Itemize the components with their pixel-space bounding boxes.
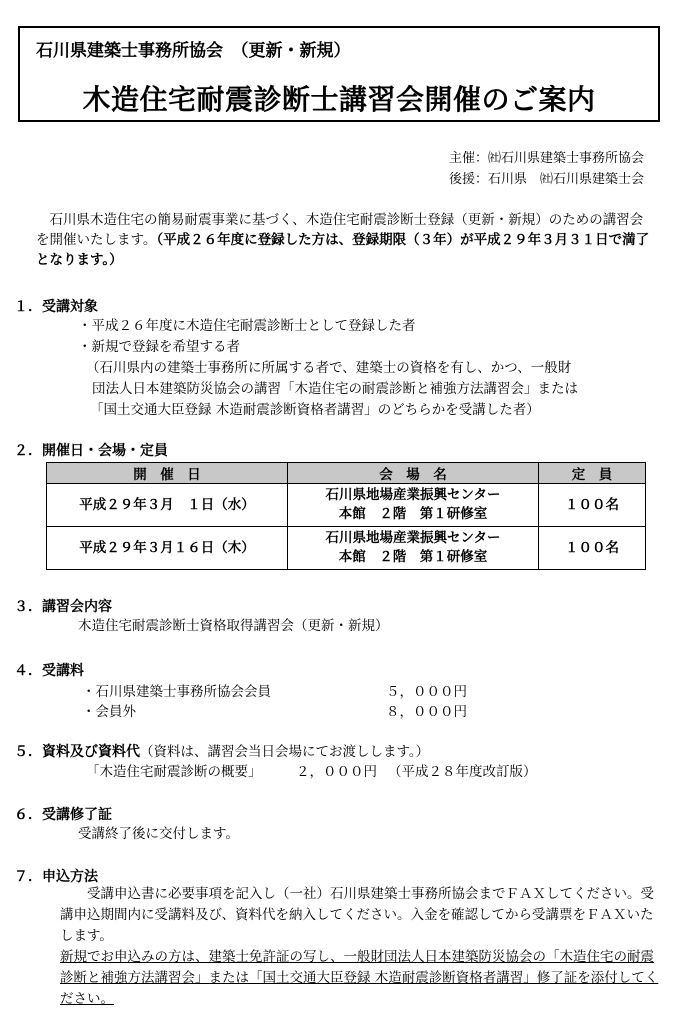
fee-nonmember-label: ・会員外 [82,704,136,720]
schedule-header-row [47,463,646,484]
row-venue [288,484,539,527]
row-capacity: １００名 [539,527,646,570]
target-note-line1: （石川県内の建築士事務所に所属する者で、建築士の資格を有し、かつ、一般財 [86,360,572,376]
material-price: ２，０００円 [296,764,377,780]
row-date: 平成２９年３月 １日（水） [47,484,288,527]
header-capacity: 定 員 [539,463,646,484]
target-item-renewal: ・平成２６年度に木造住宅耐震診断士として登録した者 [78,318,416,334]
header-date: 開 催 日 [47,463,288,484]
certificate-note: 受講終了後に交付します。 [78,826,239,842]
section2-heading: ２．開催日・会場・定員 [14,443,168,459]
section3-heading: ３．講習会内容 [14,599,112,615]
material-edition: （平成２８年度改訂版） [388,764,537,780]
row-date: 平成２９年３月１６日（木） [47,527,288,570]
venue-line2: 本館 ２階 第１研修室 [338,506,488,522]
fee-nonmember-amount: ８，０００円 [386,704,467,720]
organizer-line: 主催：㈳石川県建築士事務所協会 [448,151,644,166]
section5-heading [14,740,429,761]
schedule-table [46,462,646,570]
row-capacity: １００名 [539,484,646,527]
section6-heading: ６．受講修了証 [14,807,112,823]
fee-member-label: ・石川県建築士事務所協会会員 [82,684,271,700]
title-box [18,26,660,122]
target-note-line3: 「国土交通大臣登録 木造耐震診断資格者講習」のどちらかを受講した者） [90,402,540,418]
row-venue [288,527,539,570]
venue-line2: 本館 ２階 第１研修室 [338,549,488,565]
table-row [47,484,646,527]
target-item-new: ・新規で登録を希望する者 [78,339,240,355]
application-new-paragraph: 新規でお申込みの方は、建築士免許証の写し、一般財団法人日本建築防災協会の「木造住宅の耐震診断と補強方法講習会」または「国土交通大臣登録 木造耐震診断資格者講習」修了証を添付してください。 [60,949,659,1007]
section5-title: ５．資料及び資料代 [14,744,140,760]
material-title: 「木造住宅耐震診断の概要」 [86,764,262,780]
intro-paragraph [36,210,656,270]
organization-line: 石川県建築士事務所協会 （更新・新規） [36,41,351,61]
venue-line1: 石川県地場産業振興センター [325,487,501,503]
fee-member-amount: ５，０００円 [386,684,467,700]
section4-heading: ４．受講料 [14,663,84,679]
header-venue: 会 場 名 [288,463,539,484]
section7-heading: ７．申込方法 [14,869,98,885]
target-note-line2: 団法人日本建築防災協会の講習「木造住宅の耐震診断と補強方法講習会」または [92,381,578,397]
section1-heading: １．受講対象 [14,299,98,315]
intro-bold-text: （平成２６年度に登録した方は、登録期限（３年）が平成２９年３月３１日で満了となります。） [36,232,650,268]
sponsors-block [449,148,644,190]
course-content: 木造住宅耐震診断士資格取得講習会（更新・新規） [78,618,389,634]
supporter-line: 後援：石川県 ㈳石川県建築士会 [448,172,644,187]
intro-text: 石川県木造住宅の簡易耐震事業に基づく、木造住宅耐震診断士登録（更新・新規）のための講習会を開催いたします。 [36,212,644,248]
venue-line1: 石川県地場産業振興センター [325,530,501,546]
section5-note: （資料は、講習会当日会場にてお渡しします。） [140,744,430,760]
application-paragraph: 受講申込書に必要事項を記入し（一社）石川県建築士事務所協会までＦＡＸしてください。受講申込期間内に受講料及び、資料代を納入してください。入金を確認してから受講票をＦＡＸいたします。 [60,886,654,944]
page-title: 木造住宅耐震診断士講習会開催のご案内 [82,83,596,116]
table-row [47,527,646,570]
